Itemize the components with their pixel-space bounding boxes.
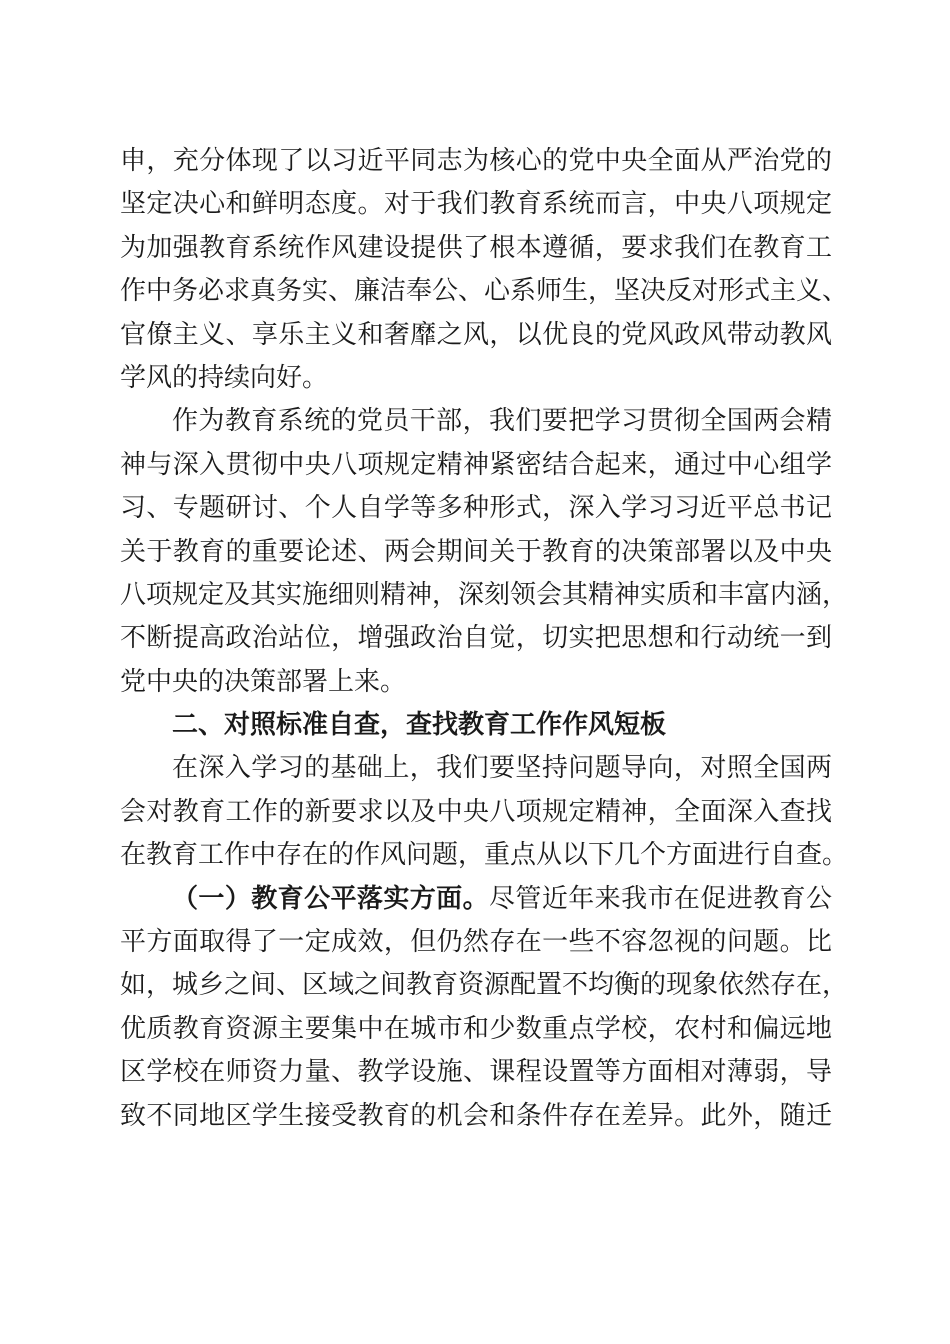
text-line: 如，城乡之间、区域之间教育资源配置不均衡的现象依然存在，: [120, 970, 849, 1001]
text-line: 习、专题研讨、个人自学等多种形式，深入学习习近平总书记: [120, 493, 832, 524]
text-line: 神与深入贯彻中央八项规定精神紧密结合起来，通过中心组学: [120, 449, 832, 480]
text-line: 官僚主义、享乐主义和奢靡之风，以优良的党风政风带动教风: [120, 319, 832, 350]
text-line: 优质教育资源主要集中在城市和少数重点学校，农村和偏远地: [120, 1013, 832, 1044]
text-line: 作为教育系统的党员干部，我们要把学习贯彻全国两会精: [172, 406, 832, 437]
text-line: 坚定决心和鲜明态度。对于我们教育系统而言，中央八项规定: [120, 189, 832, 220]
text-line: 致不同地区学生接受教育的机会和条件存在差异。此外，随迁: [120, 1100, 832, 1131]
text-line: 为加强教育系统作风建设提供了根本遵循，要求我们在教育工: [120, 232, 832, 263]
text-line: 八项规定及其实施细则精神，深刻领会其精神实质和丰富内涵，: [120, 579, 849, 610]
text-run: 尽管近年来我市在促进教育公: [489, 883, 832, 914]
text-line: 在深入学习的基础上，我们要坚持问题导向，对照全国两: [172, 753, 832, 784]
text-line: 学风的持续向好。: [120, 362, 329, 393]
document-body: [120, 140, 849, 1138]
section-heading: 二、对照标准自查，查找教育工作作风短板: [172, 710, 667, 741]
text-line: 区学校在师资力量、教学设施、课程设置等方面相对薄弱，导: [120, 1057, 832, 1088]
text-line: 不断提高政治站位，增强政治自觉，切实把思想和行动统一到: [120, 623, 832, 654]
sub-heading: （一）教育公平落实方面。: [172, 883, 489, 914]
text-line: [120, 878, 832, 921]
text-line: 党中央的决策部署上来。: [120, 666, 407, 697]
text-line: 会对教育工作的新要求以及中央八项规定精神，全面深入查找: [120, 796, 832, 827]
paragraph-2: [120, 400, 849, 704]
text-line: 作中务必求真务实、廉洁奉公、心系师生，坚决反对形式主义、: [120, 276, 849, 307]
text-line: 申，充分体现了以习近平同志为核心的党中央全面从严治党的: [120, 146, 832, 176]
text-line: 关于教育的重要论述、两会期间关于教育的决策部署以及中央: [120, 536, 832, 567]
paragraph-4: [120, 878, 849, 1138]
paragraph-1: [120, 140, 849, 400]
text-line: 平方面取得了一定成效，但仍然存在一些不容忽视的问题。比: [120, 927, 832, 958]
text-line: 在教育工作中存在的作风问题，重点从以下几个方面进行自查。: [120, 840, 849, 871]
paragraph-3: [120, 747, 849, 877]
